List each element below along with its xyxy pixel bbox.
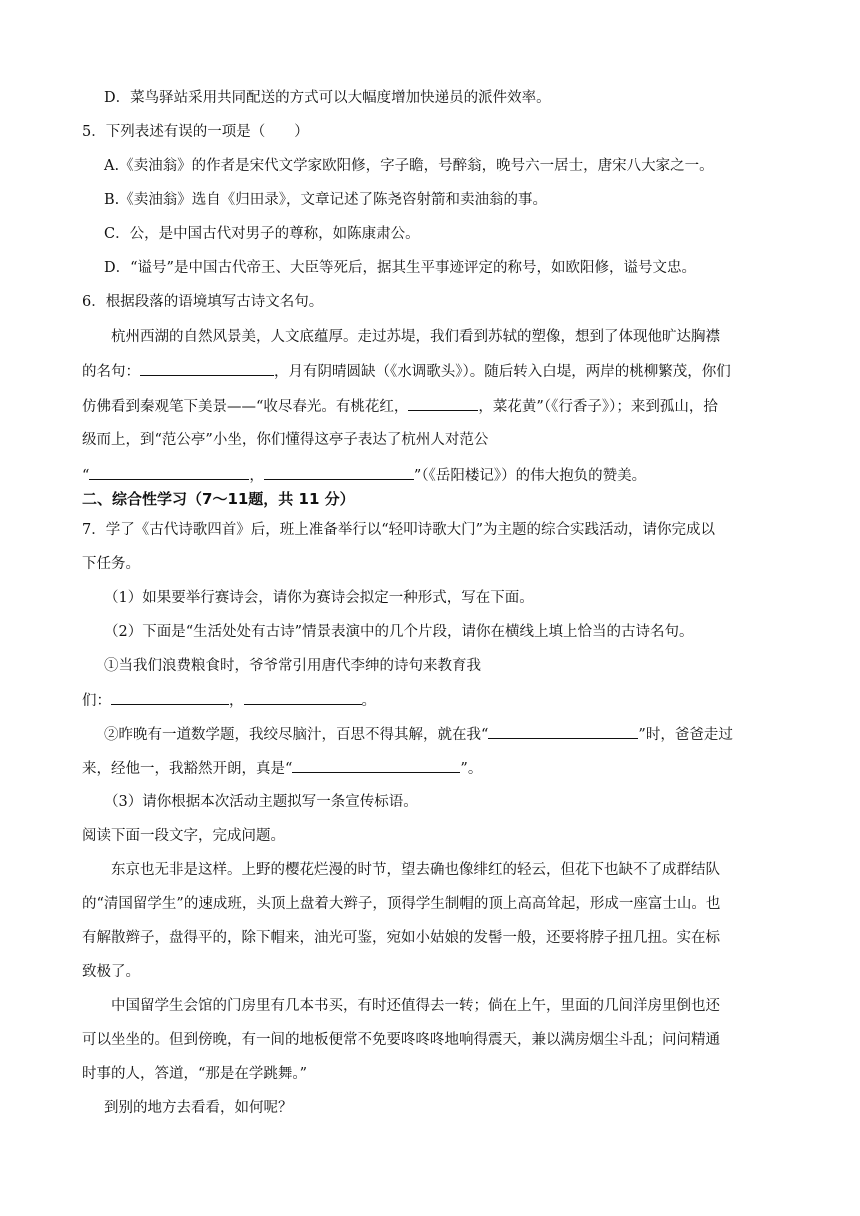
reading-paragraph-line: 致极了。 (82, 964, 140, 980)
q7-scene-1: 们： ， 。 (82, 690, 376, 711)
q5-stem: 5．下列表述有误的一项是（ ） (82, 124, 309, 140)
answer-blank[interactable] (264, 465, 414, 480)
reading-paragraph-line: 有解散辫子，盘得平的，除下帽来，油光可鉴，宛如小姑娘的发髻一般，还要将脖子扭几扭。实在标 (82, 930, 720, 946)
reading-paragraph-line: 可以坐坐的。但到傍晚，有一间的地板便常不免要咚咚咚地响得震天，兼以满房烟尘斗乱；问问精通 (82, 1032, 720, 1048)
reading-paragraph-line: 中国留学生会馆的门房里有几本书买，有时还值得去一转；倘在上午，里面的几间洋房里倒也还 (111, 998, 720, 1014)
q7-stem: 下任务。 (82, 556, 140, 572)
answer-blank[interactable] (140, 361, 274, 376)
q7-scene-1: ①当我们浪费粮食时，爷爷常引用唐代李绅的诗句来教育我 (104, 658, 481, 674)
answer-blank[interactable] (292, 758, 460, 773)
q4-option-d: D．菜鸟驿站采用共同配送的方式可以大幅度增加快递员的派件效率。 (104, 90, 551, 106)
q6-passage-line: 杭州西湖的自然风景美，人文底蕴厚。走过苏堤，我们看到苏轼的塑像，想到了体现他旷达胸襟 (111, 329, 720, 345)
q5-option-b: B.《卖油翁》选自《归田录》，文章记述了陈尧咨射箭和卖油翁的事。 (104, 192, 548, 208)
q5-option-d: D．“谥号”是中国古代帝王、大臣等死后，据其生平事迹评定的称号，如欧阳修，谥号文忠。 (104, 260, 696, 276)
reading-paragraph-line: 的“清国留学生”的速成班，头顶上盘着大辫子，顶得学生制帽的顶上高高耸起，形成一座富士山。也 (82, 896, 721, 912)
q7-scene-2: ②昨晚有一道数学题，我绞尽脑汁，百思不得其解，就在我“ ”时，爸爸走过 (104, 724, 733, 745)
q6-passage-line: “ ， ”（《岳阳楼记》）的伟大抱负的赞美。 (82, 465, 646, 486)
answer-blank[interactable] (244, 690, 362, 705)
q6-passage-line: 级而上，到“范公亭”小坐，你们懂得这亭子表达了杭州人对范公 (82, 432, 489, 448)
answer-blank[interactable] (111, 690, 229, 705)
answer-blank[interactable] (89, 465, 249, 480)
reading-paragraph-line: 东京也无非是这样。上野的樱花烂漫的时节，望去确也像绯红的轻云，但花下也缺不了成群结队 (111, 862, 720, 878)
q6-passage-line: 的名句： ，月有阴晴圆缺（《水调歌头》）。随后转入白堤，两岸的桃柳繁茂，你们 (82, 361, 731, 382)
answer-blank[interactable] (488, 724, 638, 739)
q5-option-a: A.《卖油翁》的作者是宋代文学家欧阳修，字子瞻，号醉翁，晚号六一居士，唐宋八大家之一。 (104, 158, 714, 174)
q7-stem: 7．学了《古代诗歌四首》后，班上准备举行以“轻叩诗歌大门”为主题的综合实践活动，请你完成以 (82, 522, 716, 538)
q6-passage-line: 仿佛看到秦观笔下美景——“收尽春光。有桃花红， ，菜花黄”（《行香子》）；来到孤山，拾 (82, 396, 718, 417)
q7-scene-2: 来，经他一，我豁然开朗，真是“ ”。 (82, 758, 482, 779)
q7-task-1: （1）如果要举行赛诗会，请你为赛诗会拟定一种形式，写在下面。 (104, 590, 534, 606)
reading-intro: 阅读下面一段文字，完成问题。 (82, 828, 285, 844)
answer-blank[interactable] (408, 396, 478, 411)
reading-paragraph-line: 到别的地方去看看，如何呢？ (104, 1100, 293, 1116)
section-heading: 二、综合性学习（7～11题，共 11 分） (82, 490, 355, 508)
q6-stem: 6．根据段落的语境填写古诗文名句。 (82, 294, 324, 310)
q7-task-3: （3）请你根据本次活动主题拟写一条宣传标语。 (104, 794, 418, 810)
q7-task-2: （2）下面是“生活处处有古诗”情景表演中的几个片段，请你在横线上填上恰当的古诗名句。 (104, 624, 694, 640)
reading-paragraph-line: 时事的人，答道，“那是在学跳舞。” (82, 1066, 308, 1082)
q5-option-c: C．公，是中国古代对男子的尊称，如陈康肃公。 (104, 226, 420, 242)
